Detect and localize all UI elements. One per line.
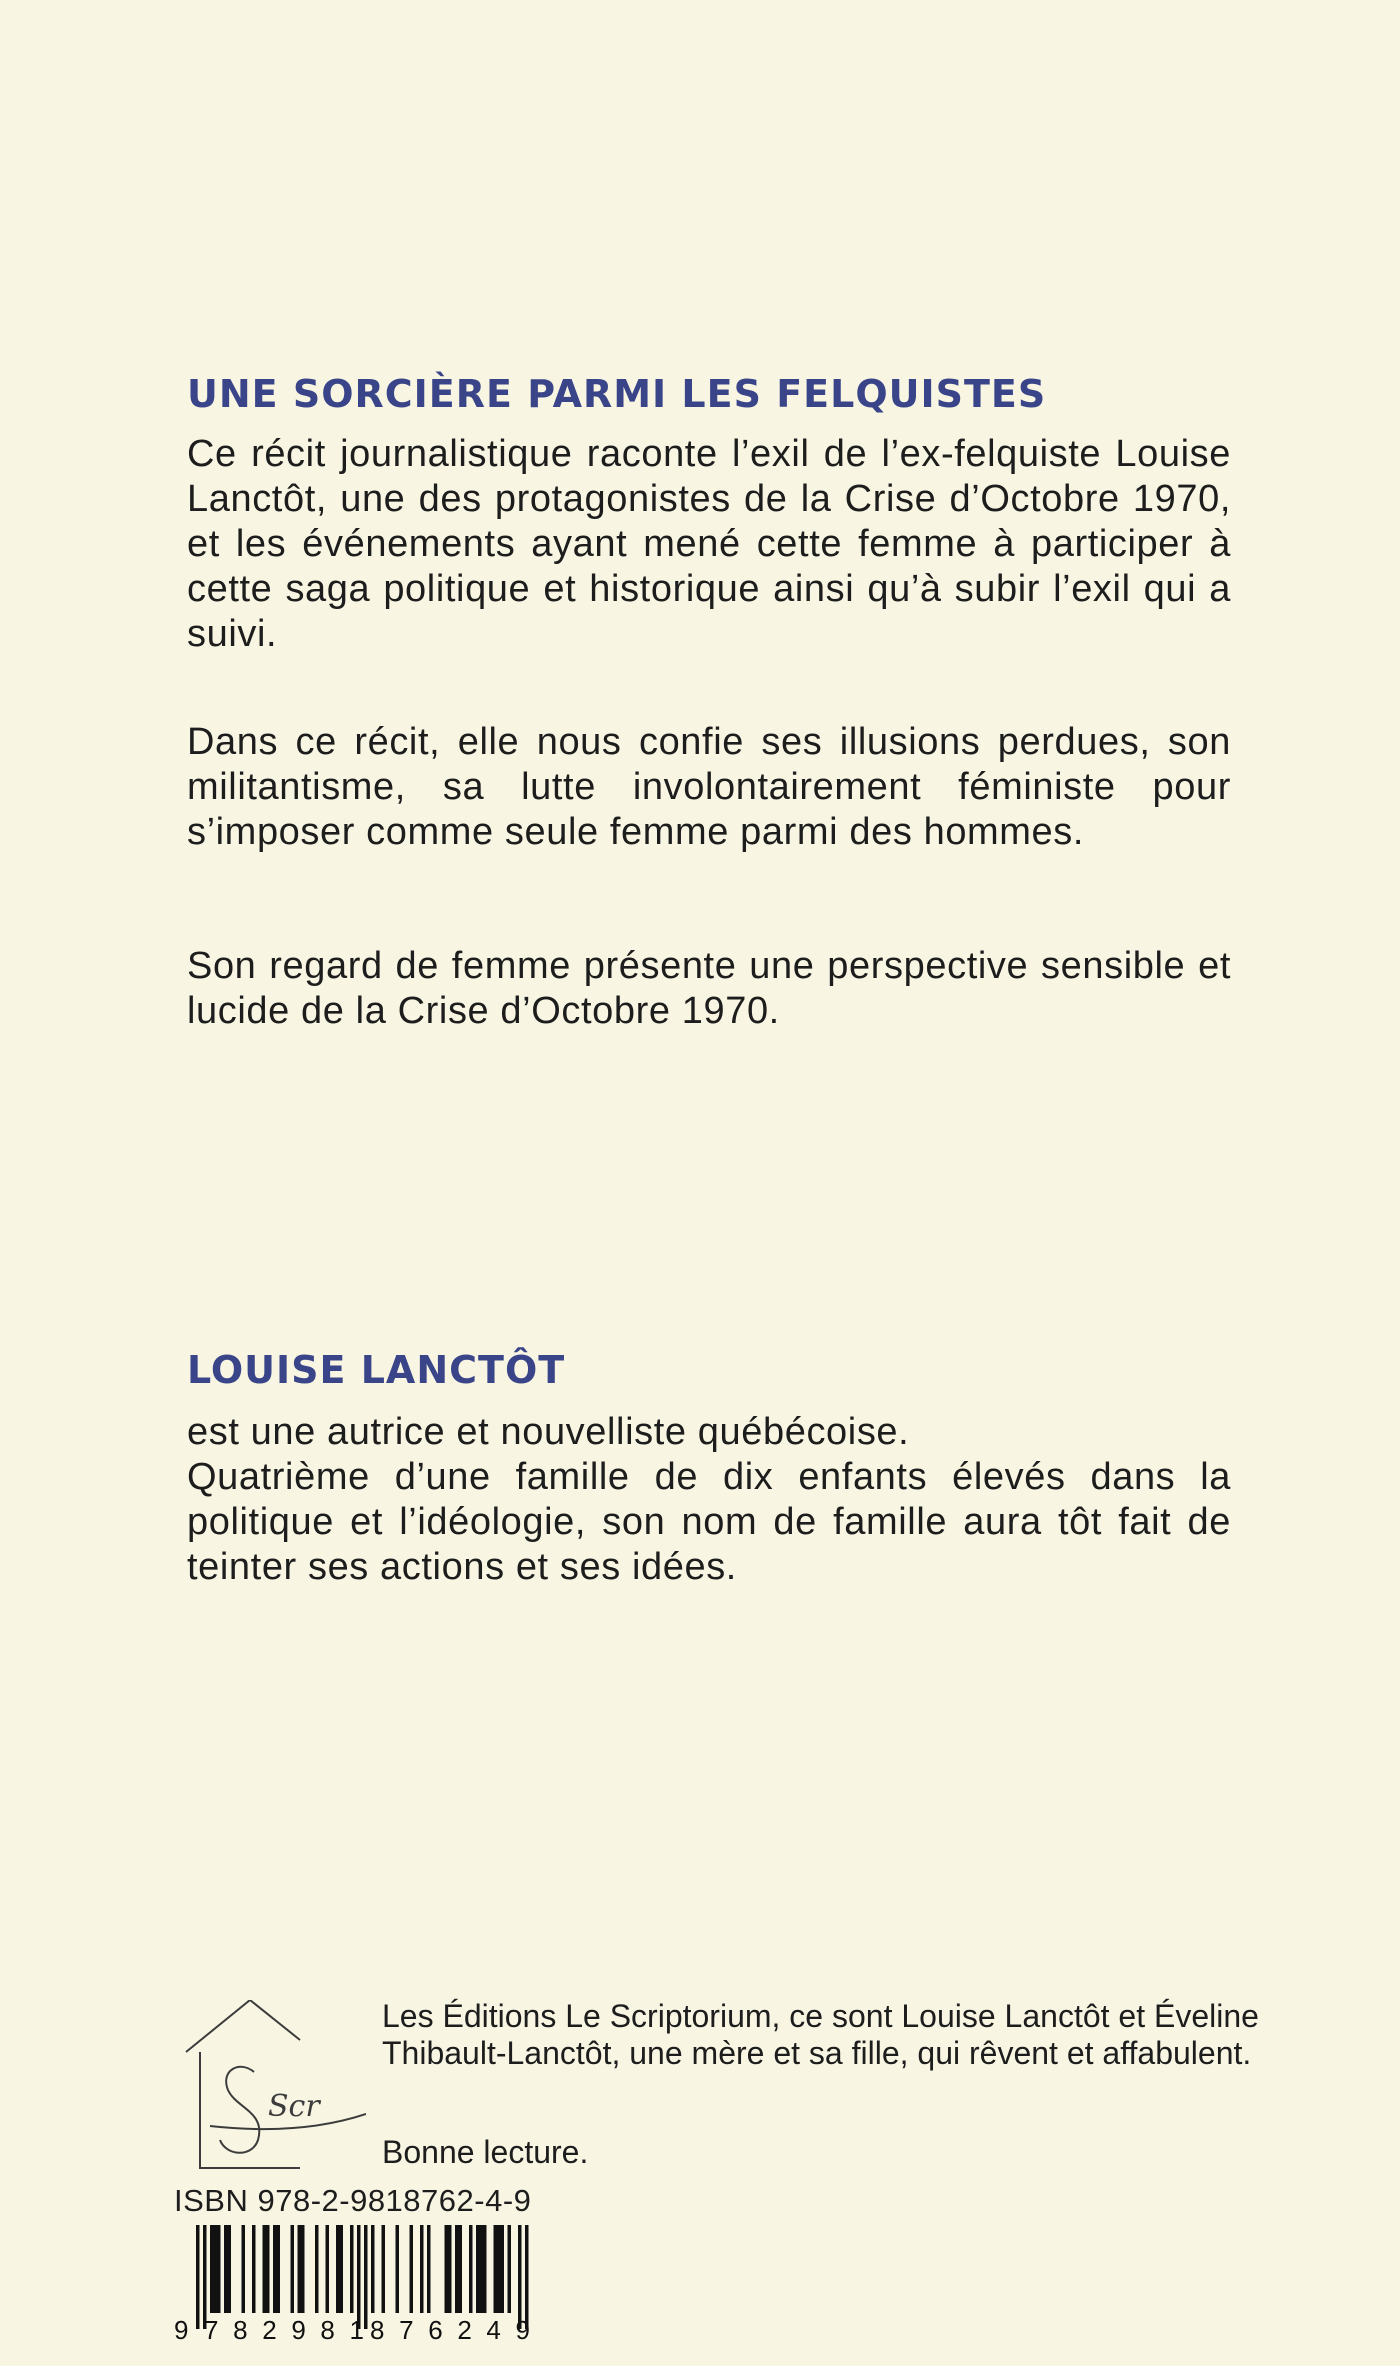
barcode-bar (371, 2225, 375, 2313)
barcode-bar (326, 2225, 330, 2313)
synopsis-paragraph-3: Son regard de femme présente une perspective sensible et lucide de la Crise d’Octobre 1970. (187, 945, 1231, 1032)
barcode-bar (497, 2225, 501, 2313)
barcode-digit-first: 9 (174, 2315, 189, 2343)
synopsis-paragraph-2: Dans ce récit, elle nous confie ses illusions perdues, son militantisme, sa lutte involontairement féministe pour s’imposer comme seule femme parmi des hommes. (187, 721, 1231, 853)
barcode-bars (196, 2225, 529, 2329)
author-heading: LOUISE LANCTÔT (187, 1348, 566, 1392)
barcode-bar (203, 2225, 207, 2329)
barcode-bar (298, 2225, 302, 2313)
isbn-barcode (174, 2225, 556, 2343)
barcode-bar (242, 2225, 246, 2313)
barcode-bar (396, 2225, 400, 2313)
barcode-bar (494, 2225, 498, 2313)
barcode-bar (480, 2225, 484, 2313)
barcode-bar (483, 2225, 487, 2313)
barcode-bar (518, 2225, 522, 2329)
barcode-bar (273, 2225, 277, 2313)
barcode-bar (252, 2225, 256, 2313)
barcode-bar (350, 2225, 354, 2313)
barcode-bar (291, 2225, 295, 2313)
barcode-digits-right: 876249 (370, 2315, 530, 2343)
barcode-bar (364, 2225, 368, 2329)
barcode-bar (214, 2225, 218, 2313)
barcode-bar (525, 2225, 529, 2329)
barcode-bar (210, 2225, 214, 2313)
isbn-label: ISBN 978-2-9818762-4-9 (174, 2183, 532, 2218)
author-bio-line-1: est une autrice et nouvelliste québécoise. (187, 1411, 910, 1453)
barcode-bar (217, 2225, 221, 2313)
barcode-bar (427, 2225, 431, 2313)
logo-text: Scr (268, 2089, 320, 2124)
barcode-bar (445, 2225, 449, 2313)
barcode-bar (382, 2225, 386, 2313)
barcode-bar (455, 2225, 459, 2313)
barcode-digits-left: 782981 (204, 2315, 364, 2343)
publisher-farewell: Bonne lecture. (382, 2134, 589, 2170)
barcode-bar (266, 2225, 270, 2313)
barcode-bar (501, 2225, 505, 2313)
barcode-bar (224, 2225, 228, 2313)
barcode-bar (340, 2225, 344, 2313)
barcode-bar (357, 2225, 361, 2329)
barcode-bar (508, 2225, 512, 2313)
book-title-heading: UNE SORCIÈRE PARMI LES FELQUISTES (187, 372, 1047, 416)
barcode-bar (301, 2225, 305, 2313)
scriptorium-house-logo (180, 2000, 366, 2170)
barcode-bar (469, 2225, 473, 2313)
barcode-bar (277, 2225, 281, 2313)
barcode-bar (410, 2225, 414, 2313)
publisher-description: Les Éditions Le Scriptorium, ce sont Louise Lanctôt et Éveline Thibault-Lanctôt, une mère et sa fille, qui rêvent et affabulent. (382, 1998, 1259, 2071)
barcode-bar (448, 2225, 452, 2313)
barcode-bar (315, 2225, 319, 2313)
barcode-bar (336, 2225, 340, 2313)
barcode-bar (459, 2225, 463, 2313)
barcode-bar (476, 2225, 480, 2313)
barcode-bar (228, 2225, 232, 2313)
barcode-bar (196, 2225, 200, 2329)
barcode-bar (263, 2225, 267, 2313)
synopsis-paragraph-1: Ce récit journalistique raconte l’exil de l’ex-felquiste Louise Lanctôt, une des protagonistes de la Crise d’Octobre 1970, et les événements ayant mené cette femme à participer à cette saga politique et historique ainsi qu’à subir l’exil qui a suivi. (187, 433, 1231, 655)
author-bio: Quatrième d’une famille de dix enfants élevés dans la politique et l’idéologie, son nom de famille aura tôt fait de teinter ses actions et ses idées. (187, 1456, 1231, 1588)
barcode-bar (420, 2225, 424, 2313)
